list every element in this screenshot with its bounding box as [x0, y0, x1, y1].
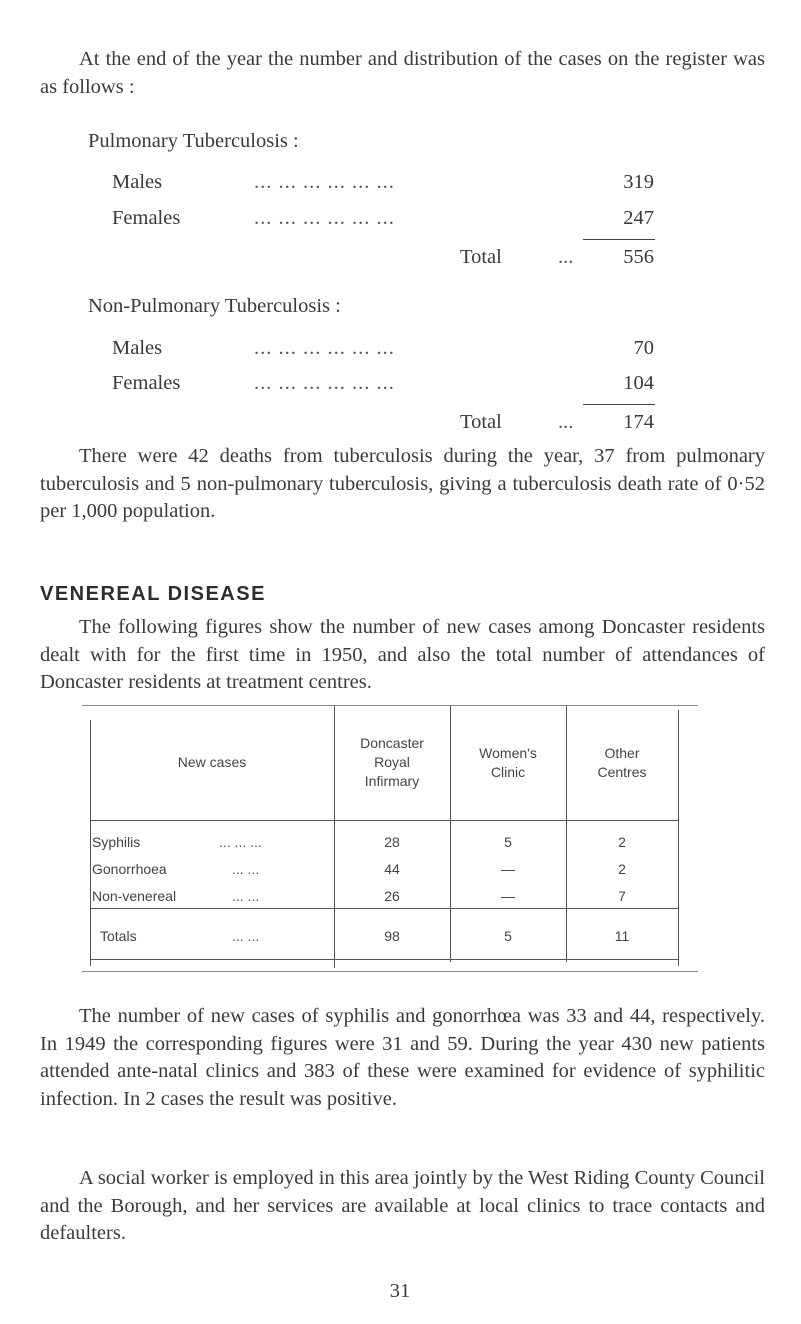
- pulmonary-males-row: [112, 169, 654, 196]
- cell-value: 2: [618, 861, 626, 877]
- total-value: 174: [623, 411, 654, 433]
- header-other-centres: [566, 744, 678, 782]
- non-pulmonary-males-row: [112, 335, 654, 362]
- header-rule: [90, 820, 678, 821]
- cell-value: 2: [618, 834, 626, 850]
- cell-value: —: [501, 861, 515, 877]
- row-label: Males: [112, 171, 163, 193]
- intro-paragraph: At the end of the year the number and distribution of the cases on the register was as follows :: [40, 48, 765, 98]
- total-label: Total: [460, 246, 502, 268]
- cell-value: 44: [384, 861, 400, 877]
- header-new-cases: New cases: [177, 754, 247, 770]
- cell-value: 11: [614, 928, 630, 944]
- cell-value: 5: [504, 928, 512, 944]
- header-line: Other: [604, 745, 640, 761]
- non-pulmonary-total-row: [460, 409, 654, 436]
- cell-value: 5: [504, 834, 512, 850]
- total-value: 556: [623, 246, 654, 268]
- leader-dots: ...: [558, 411, 574, 433]
- row-value: 319: [623, 171, 654, 193]
- leader-dots: ... ... ...: [219, 834, 262, 850]
- row-value: 247: [623, 207, 654, 229]
- venereal-disease-heading: VENEREAL DISEASE: [40, 583, 266, 605]
- cell-value: 26: [384, 888, 400, 904]
- header-line: Centres: [597, 764, 647, 780]
- header-line: Infirmary: [364, 773, 420, 789]
- total-label: Total: [460, 411, 502, 433]
- header-line: Doncaster: [360, 735, 424, 751]
- cell-value: —: [501, 888, 515, 904]
- row-label: Non-venereal: [92, 888, 177, 904]
- leader-dots: ... ... ... ... ... ...: [254, 372, 395, 394]
- venereal-table: [82, 705, 698, 972]
- leader-dots: ... ... ... ... ... ...: [254, 171, 395, 193]
- header-doncaster-royal-infirmary: [334, 734, 450, 791]
- leader-dots: ... ...: [232, 861, 260, 877]
- pulmonary-total-row: [460, 244, 654, 271]
- row-label: Totals: [100, 928, 137, 944]
- page-number: 31: [389, 1280, 411, 1302]
- row-value: 104: [623, 372, 654, 394]
- pulmonary-heading: Pulmonary Tuberculosis :: [88, 130, 299, 152]
- row-label: Females: [112, 372, 181, 394]
- cell-value: 7: [618, 888, 626, 904]
- non-pulmonary-females-row: [112, 370, 654, 397]
- total-rule: [583, 239, 655, 240]
- leader-dots: ... ...: [232, 888, 260, 904]
- deaths-paragraph: There were 42 deaths from tuberculosis during the year, 37 from pulmonary tuberculosis and 5 non-pulmonary tuberculosis, giving a tuberculosis death rate of 0·52 per 1,000 population.: [40, 445, 765, 522]
- venereal-intro-paragraph: The following figures show the number of new cases among Doncaster residents dealt with for the first time in 1950, and also the total number of attendances of Doncaster residents at treatment centres.: [40, 616, 765, 693]
- cell-value: 98: [384, 928, 400, 944]
- header-line: Women's: [479, 745, 537, 761]
- totals-rule: [90, 908, 678, 909]
- row-label: Males: [112, 337, 163, 359]
- leader-dots: ... ...: [232, 928, 260, 944]
- pulmonary-females-row: [112, 205, 654, 232]
- syphilis-paragraph: The number of new cases of syphilis and gonorrhœa was 33 and 44, respectively. In 1949 the corresponding figures were 31 and 59. During the year 430 new patients attended ante-natal clinics and 383 of these were examined for evidence of syphilitic infection. In 2 cases the result was positive.: [40, 1005, 765, 1110]
- leader-dots: ... ... ... ... ... ...: [254, 207, 395, 229]
- total-rule: [583, 404, 655, 405]
- header-line: Royal: [374, 754, 410, 770]
- social-worker-paragraph: A social worker is employed in this area jointly by the West Riding County Council and the Borough, and her services are available at local clinics to trace contacts and defaulters.: [40, 1167, 765, 1244]
- table-right-border: [678, 710, 679, 966]
- leader-dots: ...: [558, 246, 574, 268]
- cell-value: 28: [384, 834, 400, 850]
- row-value: 70: [633, 337, 654, 359]
- row-label: Females: [112, 207, 181, 229]
- header-line: Clinic: [490, 764, 526, 780]
- row-label: Syphilis: [92, 834, 141, 850]
- bottom-rule: [90, 959, 678, 960]
- leader-dots: ... ... ... ... ... ...: [254, 337, 395, 359]
- header-womens-clinic: [450, 744, 566, 782]
- non-pulmonary-heading: Non-Pulmonary Tuberculosis :: [88, 295, 341, 317]
- row-label: Gonorrhoea: [92, 861, 167, 877]
